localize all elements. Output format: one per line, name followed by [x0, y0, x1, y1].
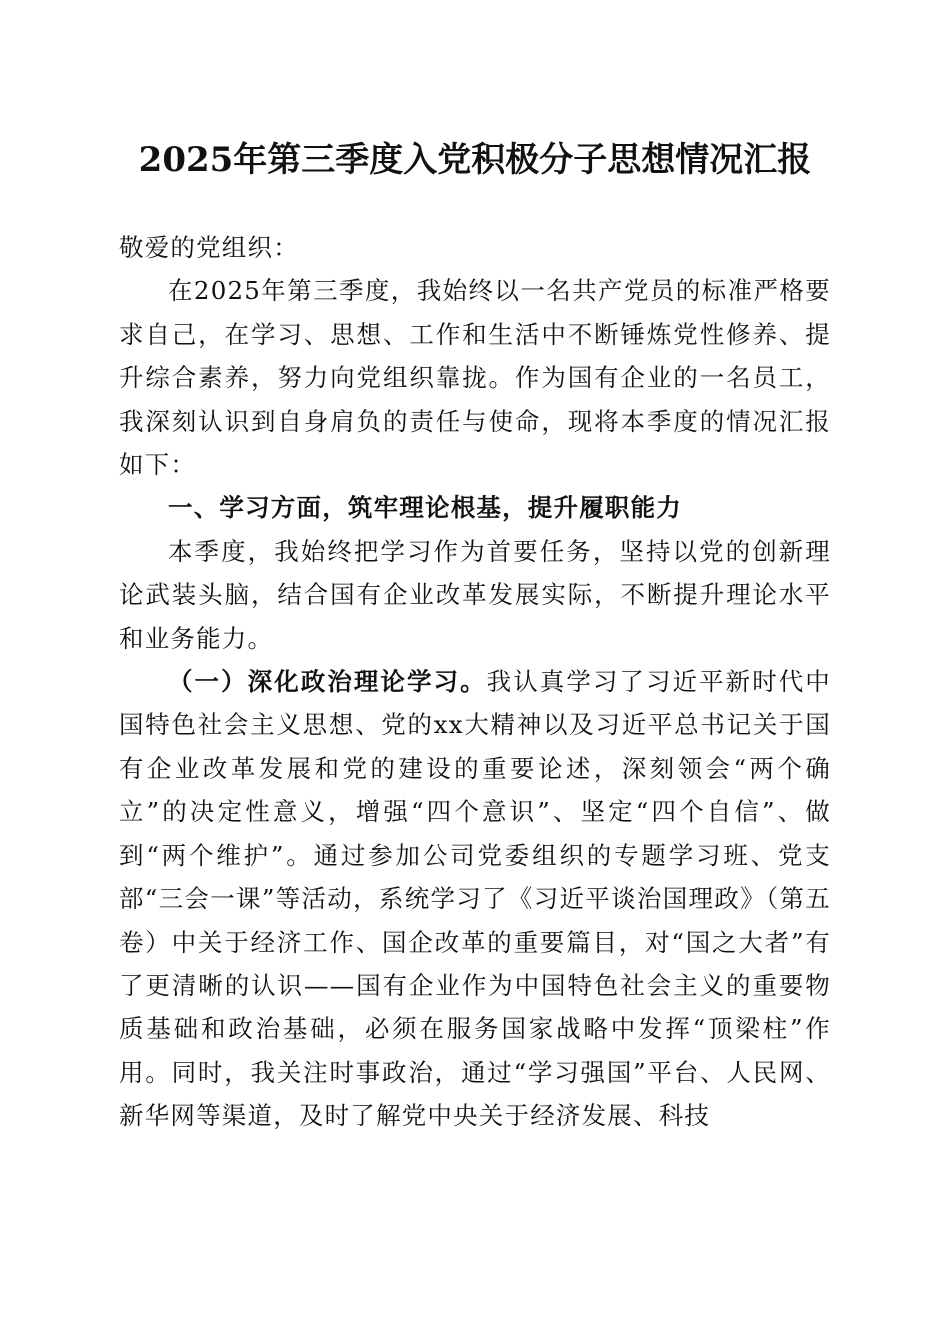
salutation: 敬爱的党组织： [119, 233, 299, 262]
document-body [119, 226, 831, 1138]
subsection-1-heading: （一）深化政治理论学习。 [168, 667, 487, 697]
section-1-intro-paragraph: 本季度，我始终把学习作为首要任务，坚持以党的创新理论武装头脑，结合国有企业改革发展实际，不断提升理论水平和业务能力。 [119, 536, 831, 653]
subsection-1-paragraph [119, 660, 831, 1137]
document-title: 2025年第三季度入党积极分子思想情况汇报 [138, 140, 812, 180]
intro-paragraph: 在2025年第三季度，我始终以一名共产党员的标准严格要求自己，在学习、思想、工作和生活中不断锤炼党性修养、提升综合素养，努力向党组织靠拢。作为国有企业的一名员工，我深刻认识到自身肩负的责任与使命，现将本季度的情况汇报如下： [119, 276, 831, 480]
subsection-1-body: 我认真学习了习近平新时代中国特色社会主义思想、党的xx大精神以及习近平总书记关于国有企业改革发展和党的建设的重要论述，深刻领会“两个确立”的决定性意义，增强“四个意识”、坚定“四个自信”、做到“两个维护”。通过参加公司党委组织的专题学习班、党支部“三会一课”等活动，系统学习了《习近平谈治国理政》（第五卷）中关于经济工作、国企改革的重要篇目，对“国之大者”有了更清晰的认识——国有企业作为中国特色社会主义的重要物质基础和政治基础，必须在服务国家战略中发挥“顶梁柱”作用。同时，我关注时事政治，通过“学习强国”平台、人民网、新华网等渠道，及时了解党中央关于经济发展、科技 [119, 667, 831, 1131]
section-1-heading: 一、学习方面，筑牢理论根基，提升履职能力 [168, 493, 682, 523]
